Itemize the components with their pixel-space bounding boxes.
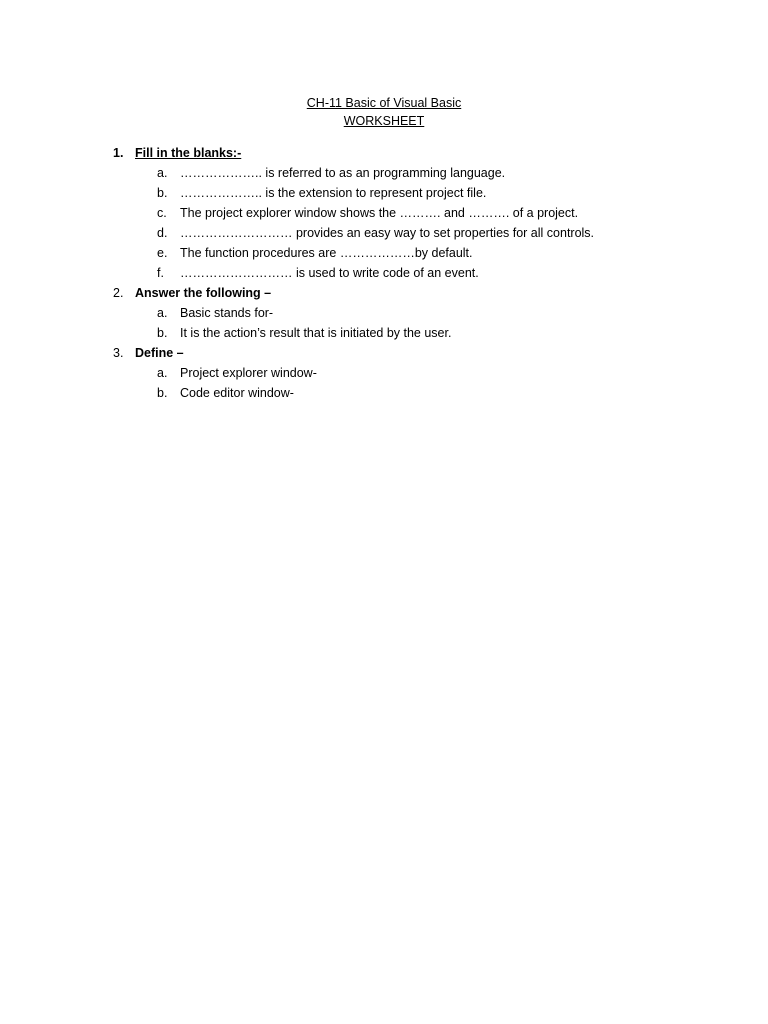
item-letter: a. (157, 366, 168, 380)
list-item (0, 304, 768, 324)
item-letter: c. (157, 206, 167, 220)
title-block (0, 94, 768, 130)
list-item (0, 224, 768, 244)
item-letter: a. (157, 306, 168, 320)
list-item (0, 364, 768, 384)
item-text: ……………………… provides an easy way to set properties for all controls. (180, 226, 595, 240)
list-item (0, 264, 768, 284)
question-section-2 (0, 284, 768, 344)
question-heading: Answer the following – (135, 286, 272, 300)
item-text: Code editor window- (180, 386, 294, 400)
question-heading: Fill in the blanks:- (135, 146, 242, 160)
question-section-3 (0, 344, 768, 404)
question-heading: Define – (135, 346, 184, 360)
question-number: 2. (113, 286, 124, 300)
question-section-1 (0, 144, 768, 284)
question-list (0, 144, 768, 404)
list-item (0, 204, 768, 224)
question-number: 1. (113, 146, 124, 160)
question-heading-row (0, 144, 768, 164)
item-letter: f. (157, 266, 164, 280)
list-item (0, 244, 768, 264)
item-text: ……………….. is the extension to represent project file. (180, 186, 487, 200)
item-letter: e. (157, 246, 168, 260)
item-text: ……………….. is referred to as an programming language. (180, 166, 506, 180)
item-text: Basic stands for- (180, 306, 274, 320)
item-text: Project explorer window- (180, 366, 317, 380)
item-letter: b. (157, 326, 168, 340)
item-letter: d. (157, 226, 168, 240)
item-letter: a. (157, 166, 168, 180)
question-number: 3. (113, 346, 124, 360)
item-text: The project explorer window shows the ………. and ………. of a project. (180, 206, 579, 220)
list-item (0, 184, 768, 204)
item-text: ……………………… is used to write code of an event. (180, 266, 479, 280)
question-heading-row (0, 284, 768, 304)
item-letter: b. (157, 186, 168, 200)
list-item (0, 384, 768, 404)
document-subtitle: WORKSHEET (343, 114, 425, 128)
item-text: The function procedures are ………………by default. (180, 246, 473, 260)
list-item (0, 324, 768, 344)
document-title: CH-11 Basic of Visual Basic (306, 96, 462, 110)
list-item (0, 164, 768, 184)
question-heading-row (0, 344, 768, 364)
item-text: It is the action’s result that is initiated by the user. (180, 326, 452, 340)
item-letter: b. (157, 386, 168, 400)
